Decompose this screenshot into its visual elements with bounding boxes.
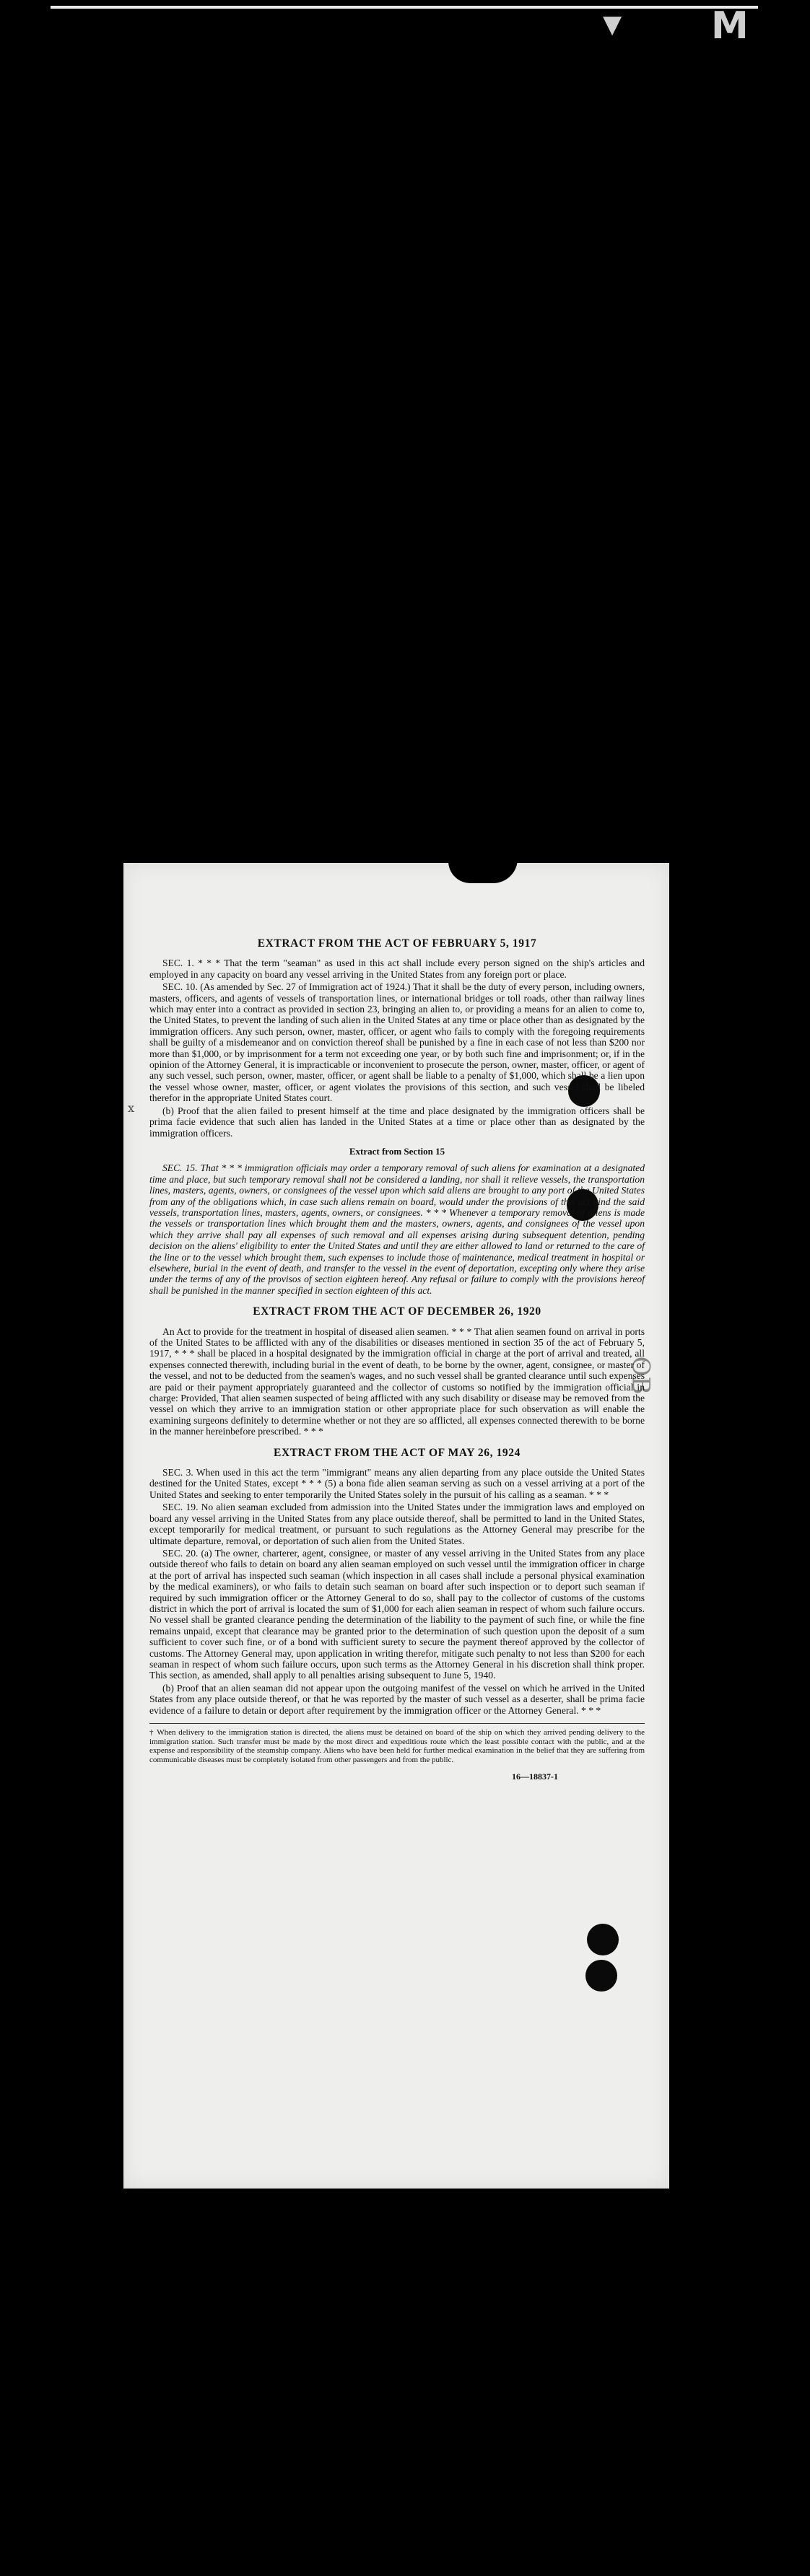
paragraph: SEC. 15. That * * * immigration officials may order a temporary removal of such aliens for examination at a designated time and place, but such temporary removal shall not be considered a landing, nor shall it relieve vessels, the transportation lines, masters, agents, owners, or consignees of the vessel upon which said aliens are brought to any port of the United States from any of the obligations which, in case such aliens remain on board, would under the provisions of this act bind the said vessels, transportation lines, masters, agents, owners, or consignees. * * * Whenever a temporary removal of aliens is made the vessels or transportation lines which brought them and the masters, owners, agents, and consignees of the vessel upon which they arrive shall pay all expenses of such removal and all expenses arising during subsequent detention, pending decision on the aliens' eligibility to enter the United States and until they are either allowed to land or returned to the care of the line or to the vessel which brought them, such expenses to include those of maintenance, medical treatment in hospital or elsewhere, burial in the event of death, and transfer to the vessel in the event of deportation, excepting only where they arise under the terms of any of the provisos of section eighteen hereof. Any refusal or failure to comply with the provisions hereof shall be punished in the manner specified in section eighteen of this act. — [149, 1162, 645, 1296]
margin-stamp: OB — [626, 1356, 656, 1395]
section-subheading: Extract from Section 15 — [349, 1145, 445, 1157]
form-number: 16—18837-1 — [512, 1771, 558, 1782]
corner-mark-arrow: ▼ — [603, 10, 622, 39]
section-heading: EXTRACT FROM THE ACT OF FEBRUARY 5, 1917 — [257, 937, 537, 950]
paragraph: SEC. 10. (As amended by Sec. 27 of Immigration act of 1924.) That it shall be the duty of every person, including owners, masters, officers, and agents of vessels of transportation lines, or international bridges or toll roads, other than railway lines which may enter into a contract as provided in section 23, bringing an alien to, or providing a means for an alien to come to, the United States, to prevent the landing of such alien in the United States at any time or place other than as designated by the immigration officers. Any such person, owner, master, officer, or agent who fails to comply with the foregoing requirements shall be guilty of a misdemeanor and on conviction thereof shall be punished by a fine in each case of not less than $200 nor more than $1,000, or by imprisonment for a term not exceeding one year, or by both such fine and imprisonment; or, if in the opinion of the Attorney General, it is impracticable or inconvenient to prosecute the person, owner, master, officer, or agent of any such vessel, such person, owner, master, officer, or agent shall be liable to a penalty of $1,000, which shall be a lien upon the vessel whose owner, master, officer, or agent violates the provisions of this section, and such vessel shall be libeled therefor in the appropriate United States court. — [149, 981, 645, 1104]
footnote: † When delivery to the immigration station is directed, the aliens must be detained on board of the ship on which they arrived pending delivery to the immigration station. Such transfer must be made by the most direct and expeditious route which the least possible contact with the public, and at the expense and responsibility of the steamship company. Aliens who have been held for further medical examination in the belief that they are suffering from communicable diseases must be completely isolated from other passengers and from the public. — [149, 1723, 645, 1764]
document-text — [149, 928, 645, 1783]
margin-mark-x: x — [128, 1101, 135, 1115]
paragraph: (b) Proof that an alien seaman did not appear upon the outgoing manifest of the vessel on which he arrived in the United States from any place outside thereof, or that he was reported by the master of such vessel as a deserter, shall be prima facie evidence of a failure to detain or deport after requirement by the immigration officer or the Attorney General. * * * — [149, 1682, 645, 1716]
paragraph: An Act to provide for the treatment in hospital of diseased alien seamen. * * * That alien seamen found on arrival in ports of the United States to be afflicted with any of the disabilities or diseases mentioned in section 35 of the act of February 5, 1917, * * * shall be placed in a hospital designated by the immigration official in charge at the port of arrival and treated, all expenses connected therewith, including burial in the event of death, to be borne by the owner, agent, consignee, or master of the vessel, and not to be deducted from the seamen's wages, and no such vessel shall be granted clearance until such expenses are paid or their payment appropriately guaranteed and the collector of customs so notified by the immigration official in charge: Provided, That alien seamen suspected of being afflicted with any such disability or disease may be removed from the vessel on which they arrive to an immigration station or other appropriate place for such observation as will enable the examining surgeons definitely to determine whether or not they are so afflicted, all expenses connected therewith to be borne in the manner hereinbefore prescribed. * * * — [149, 1326, 645, 1437]
section-heading: EXTRACT FROM THE ACT OF DECEMBER 26, 1920 — [253, 1305, 541, 1318]
page-tear — [448, 859, 518, 883]
film-edge-line — [51, 6, 758, 9]
document-page — [123, 863, 669, 2189]
paragraph: SEC. 1. * * * That the term "seaman" as used in this act shall include every person signed on the ship's articles and employed in any capacity on board any vessel arriving in the United States from any foreign port or place. — [149, 958, 645, 980]
punch-hole — [585, 1960, 617, 1992]
paragraph: SEC. 3. When used in this act the term "immigrant" means any alien departing from any place outside the United States destined for the United States, except * * * (5) a bona fide alien seaman serving as such on a vessel arriving at a port of the United States and seeking to enter temporarily the United States solely in the pursuit of his calling as a seaman. * * * — [149, 1467, 645, 1500]
paragraph: SEC. 19. No alien seaman excluded from admission into the United States under the immigration laws and employed on board any vessel arriving in the United States from any place outside thereof, shall be permitted to land in the United States, except temporarily for medical treatment, or pursuant to such regulations as the Attorney General may prescribe for the ultimate departure, removal, or deportation of such alien from the United States. — [149, 1502, 645, 1546]
paragraph: (b) Proof that the alien failed to present himself at the time and place designated by the immigration officers shall be prima facie evidence that such alien has landed in the United States at a time or place other than as designated by the immigration officers. — [149, 1105, 645, 1139]
section-heading: EXTRACT FROM THE ACT OF MAY 26, 1924 — [274, 1446, 521, 1459]
corner-mark-m: M — [711, 4, 749, 48]
paragraph: SEC. 20. (a) The owner, charterer, agent, consignee, or master of any vessel arriving in the United States from any place outside thereof who fails to detain on board any alien seaman employed on such vessel until the immigration officer in charge at the port of arrival has inspected such seaman (which inspection in all cases shall include a personal physical examination by the medical examiners), or who fails to detain such seaman on board after such inspection or to deport such seaman if required by such immigration officer or the Attorney General to do so, shall pay to the collector of customs of the customs district in which the port of arrival is located the sum of $1,000 for each alien seaman in respect of whom such failure occurs. No vessel shall be granted clearance pending the determination of the liability to the payment of such fine, or while the fine remains unpaid, except that clearance may be granted prior to the determination of such question upon the deposit of a sum sufficient to cover such fine, or of a bond with sufficient surety to secure the payment thereof approved by the collector of customs. The Attorney General may, upon application in writing therefor, mitigate such penalty to not less than $200 for each seaman in respect of whom such failure occurs, upon such terms as the Attorney General in his discretion shall think proper. This section, as amended, shall apply to all penalties arising subsequent to June 5, 1940. — [149, 1547, 645, 1681]
punch-hole — [587, 1924, 619, 1955]
